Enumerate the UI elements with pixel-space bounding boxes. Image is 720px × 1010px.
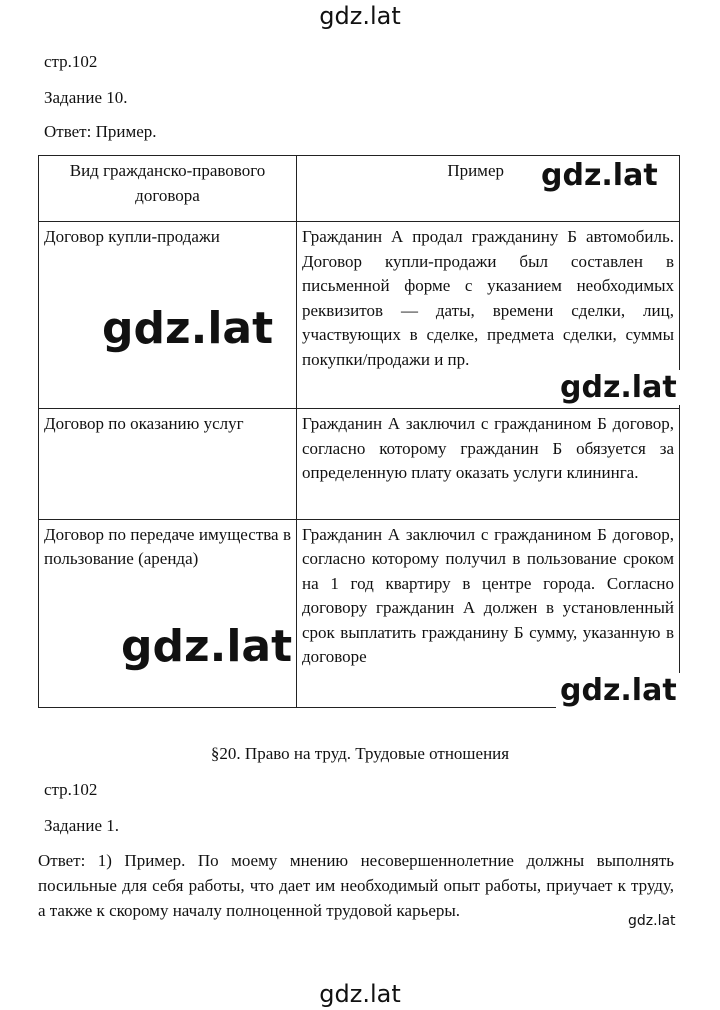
- watermark-row1: gdz.lat: [556, 370, 681, 405]
- section-task-title: Задание 1.: [44, 816, 119, 835]
- example-cell: Гражданин А заключил с гражданином Б договор, согласно которому гражданин Б обязуется за определенную плату оказать услуги клининга.: [297, 409, 680, 519]
- table-row: [39, 409, 680, 519]
- watermark-row3: gdz.lat: [556, 673, 681, 708]
- watermark-large-row3: gdz.lat: [121, 621, 293, 672]
- watermark-top: gdz.lat: [319, 2, 401, 30]
- example-cell: Гражданин А заключил с гражданином Б договор, согласно которому получил в пользование сроком на 1 год квартиру в центре города. Согласно договору гражданин А должен в установленный срок выплатить гражданину Б сумму, указанную в договоре: [297, 519, 680, 707]
- watermark-small: gdz.lat: [628, 913, 676, 929]
- header-example: Пример: [297, 156, 680, 222]
- contract-type-cell: Договор купли-продажи: [39, 222, 297, 409]
- section-answer: Ответ: 1) Пример. По моему мнению несовершеннолетние должны выполнять посильные для себя работы, что дает им необходимый опыт работы, приучает к труду, а также к скорому началу полноценной трудовой карьеры.: [38, 851, 674, 920]
- task-title: Задание 10.: [44, 88, 128, 107]
- watermark-bottom: gdz.lat: [319, 980, 401, 1008]
- watermark-large: gdz.lat: [102, 303, 274, 354]
- example-cell: Гражданин А продал гражданину Б автомобиль. Договор купли-продажи был составлен в письменной форме с указанием необходимых реквизитов — даты, времени сделки, лиц, участвующих в сделке, предмета сделки, суммы покупки/продажи и пр.: [297, 222, 680, 409]
- page-reference: стр.102: [44, 52, 98, 71]
- section-page-reference: стр.102: [44, 780, 98, 799]
- contract-type-cell: Договор по оказанию услуг: [39, 409, 297, 519]
- answer-intro: Ответ: Пример.: [44, 122, 157, 141]
- contract-type-cell: Договор по передаче имущества в пользование (аренда): [39, 519, 297, 707]
- header-contract-type: Вид гражданско-правового договора: [39, 156, 297, 222]
- section-title: §20. Право на труд. Трудовые отношения: [210, 744, 510, 763]
- watermark-table-header: gdz.lat: [537, 158, 662, 193]
